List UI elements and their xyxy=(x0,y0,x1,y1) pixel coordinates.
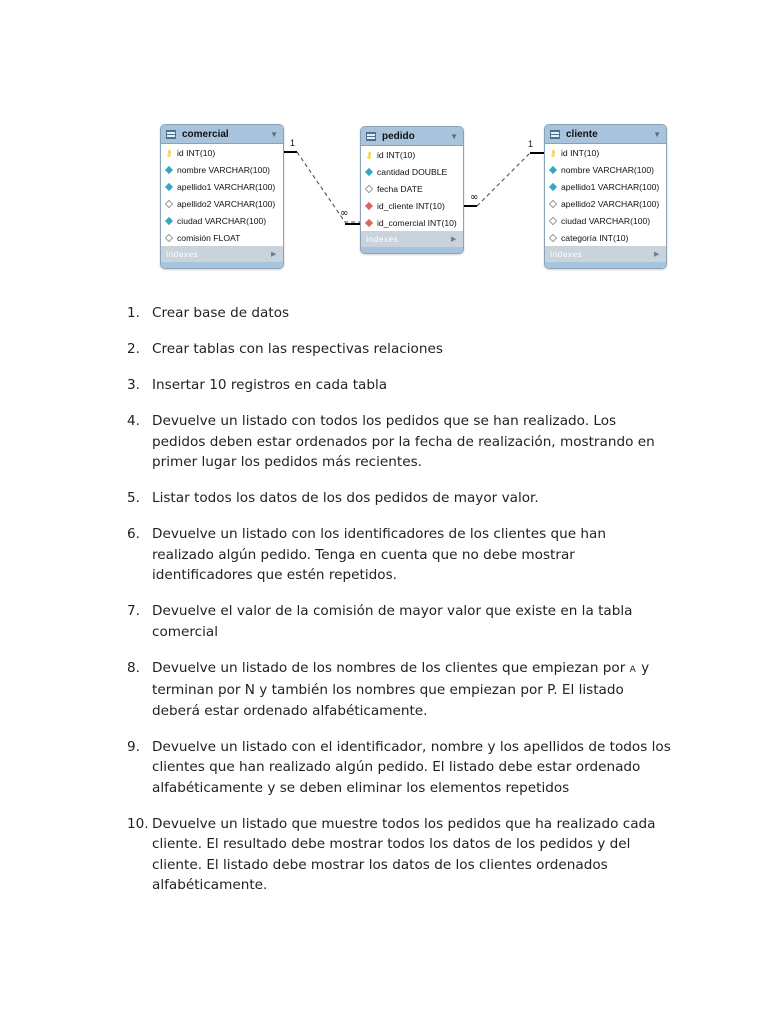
key-icon: ⚷ xyxy=(549,147,557,158)
column-label: categoría INT(10) xyxy=(561,232,629,243)
task-number: 2. xyxy=(127,341,140,357)
filled-diamond-icon xyxy=(365,167,373,175)
hollow-diamond-icon xyxy=(549,233,557,241)
task-text: Insertar 10 registros en cada tabla xyxy=(152,377,388,393)
task-item xyxy=(127,303,672,324)
task-text: Listar todos los datos de los dos pedidos de mayor valor. xyxy=(152,490,539,506)
column-label: ciudad VARCHAR(100) xyxy=(561,215,651,226)
task-number: 4. xyxy=(127,413,140,429)
task-item xyxy=(127,488,672,509)
column-label: id INT(10) xyxy=(561,147,600,158)
task-list xyxy=(127,303,672,911)
column-label: fecha DATE xyxy=(377,183,423,194)
filled-diamond-icon xyxy=(549,165,557,173)
expand-arrow-icon[interactable]: ▶ xyxy=(654,251,660,258)
task-item xyxy=(127,375,672,396)
key-icon: ⚷ xyxy=(365,149,373,160)
task-number: 3. xyxy=(127,377,140,393)
key-icon: ⚷ xyxy=(165,147,173,158)
table-header xyxy=(161,125,283,144)
task-text: Crear base de datos xyxy=(152,305,290,321)
hollow-diamond-icon xyxy=(549,199,557,207)
task-item xyxy=(127,524,672,586)
task-item xyxy=(127,814,672,896)
filled-diamond-icon xyxy=(165,182,173,190)
table-footer xyxy=(361,247,463,253)
filled-diamond-icon xyxy=(549,182,557,190)
expand-arrow-icon[interactable]: ▶ xyxy=(451,236,457,243)
task-text-before: Devuelve un listado de los nombres de los clientes que empiezan por xyxy=(152,659,630,676)
column-label: nombre VARCHAR(100) xyxy=(177,164,270,175)
task-text-small: A xyxy=(629,664,637,675)
task-text: Devuelve un listado con los identificadores de los clientes que han realizado algún pedido. Tenga en cuenta que no debe mostrar identificadores que estén repetidos. xyxy=(152,526,606,583)
indexes-bar[interactable] xyxy=(161,246,283,262)
column-label: apellido1 VARCHAR(100) xyxy=(177,181,276,192)
filled-diamond-icon xyxy=(165,165,173,173)
relation-many-label: ∞ xyxy=(470,192,479,203)
table-pedido xyxy=(360,126,464,254)
column-row xyxy=(361,197,463,214)
table-footer xyxy=(545,262,666,268)
filled-diamond-icon xyxy=(165,216,173,224)
table-cliente xyxy=(544,124,667,269)
column-label: comisión FLOAT xyxy=(177,232,241,243)
hollow-diamond-icon xyxy=(549,216,557,224)
task-text: Devuelve el valor de la comisión de mayor valor que existe en la tabla comercial xyxy=(152,603,633,640)
column-row xyxy=(161,229,283,246)
indexes-label: Indexes xyxy=(166,249,199,259)
column-label: ciudad VARCHAR(100) xyxy=(177,215,267,226)
indexes-bar[interactable] xyxy=(361,231,463,247)
table-name: comercial xyxy=(182,128,229,140)
column-row xyxy=(161,195,283,212)
table-name: cliente xyxy=(566,128,598,140)
column-label: id INT(10) xyxy=(377,149,416,160)
expand-arrow-icon[interactable]: ▶ xyxy=(271,251,277,258)
task-text: Devuelve un listado con todos los pedidos que se han realizado. Los pedidos deben estar ordenados por la fecha de realización, mostrando en primer lugar los pedidos más recientes. xyxy=(152,413,655,470)
task-number: 1. xyxy=(127,305,140,321)
task-text: Devuelve un listado que muestre todos los pedidos que ha realizado cada cliente. El resultado debe mostrar todos los datos de los pedidos y del cliente. El listado debe mostrar los datos de los clientes ordenados alfabéticamente. xyxy=(152,815,656,893)
task-number: 6. xyxy=(127,526,140,542)
task-text: Crear tablas con las respectivas relaciones xyxy=(152,341,443,357)
table-comercial xyxy=(160,124,284,269)
column-row xyxy=(545,195,666,212)
column-row xyxy=(545,212,666,229)
relation-one-label: 1 xyxy=(528,139,534,149)
collapse-triangle-icon[interactable]: ▼ xyxy=(653,129,661,139)
hollow-diamond-icon xyxy=(165,199,173,207)
column-row xyxy=(545,144,666,161)
column-row xyxy=(361,146,463,163)
column-row xyxy=(361,214,463,231)
hollow-diamond-icon xyxy=(165,233,173,241)
hollow-diamond-icon xyxy=(365,184,373,192)
table-footer xyxy=(161,262,283,268)
task-item xyxy=(127,601,672,642)
column-row xyxy=(545,161,666,178)
relation-pedido-cliente xyxy=(463,139,544,206)
er-diagram xyxy=(0,0,768,280)
column-label: id_comercial INT(10) xyxy=(377,217,457,228)
column-row xyxy=(361,163,463,180)
foreign-key-icon xyxy=(365,201,373,209)
column-row xyxy=(161,212,283,229)
task-item xyxy=(127,658,672,722)
table-icon xyxy=(550,130,560,139)
column-row xyxy=(545,178,666,195)
task-number: 9. xyxy=(127,738,140,755)
relation-one-label: 1 xyxy=(290,138,296,148)
column-row xyxy=(545,229,666,246)
task-text: Devuelve un listado con el identificador, nombre y los apellidos de todos los clientes que han realizado algún pedido. El listado debe estar ordenado alfabéticamente y se deben eliminar los elementos repetidos xyxy=(152,738,671,796)
collapse-triangle-icon[interactable]: ▼ xyxy=(270,129,278,139)
indexes-label: Indexes xyxy=(366,234,399,244)
indexes-label: Indexes xyxy=(550,249,583,259)
indexes-bar[interactable] xyxy=(545,246,666,262)
relation-many-label: ∞ xyxy=(340,208,349,219)
task-item xyxy=(127,339,672,360)
table-icon xyxy=(166,130,176,139)
task-number: 8. xyxy=(127,659,140,676)
column-label: id INT(10) xyxy=(177,147,216,158)
task-item xyxy=(127,737,672,799)
column-row xyxy=(161,178,283,195)
table-header xyxy=(545,125,666,144)
collapse-triangle-icon[interactable]: ▼ xyxy=(450,131,458,141)
column-label: apellido1 VARCHAR(100) xyxy=(561,181,660,192)
column-row xyxy=(161,144,283,161)
relation-comercial-pedido xyxy=(283,138,360,224)
column-label: cantidad DOUBLE xyxy=(377,166,448,177)
column-label: apellido2 VARCHAR(100) xyxy=(177,198,276,209)
table-icon xyxy=(366,132,376,141)
column-label: id_cliente INT(10) xyxy=(377,200,445,211)
task-number: 10. xyxy=(127,815,149,832)
column-label: apellido2 VARCHAR(100) xyxy=(561,198,660,209)
foreign-key-icon xyxy=(365,218,373,226)
column-row xyxy=(361,180,463,197)
column-row xyxy=(161,161,283,178)
task-text-after: y terminan por N y también los nombres que empiezan por P. El listado deberá estar ordenado alfabéticamente. xyxy=(152,659,650,719)
table-name: pedido xyxy=(382,130,415,142)
task-item xyxy=(127,411,672,473)
table-header xyxy=(361,127,463,146)
column-label: nombre VARCHAR(100) xyxy=(561,164,654,175)
task-number: 5. xyxy=(127,490,140,506)
task-number: 7. xyxy=(127,603,140,619)
